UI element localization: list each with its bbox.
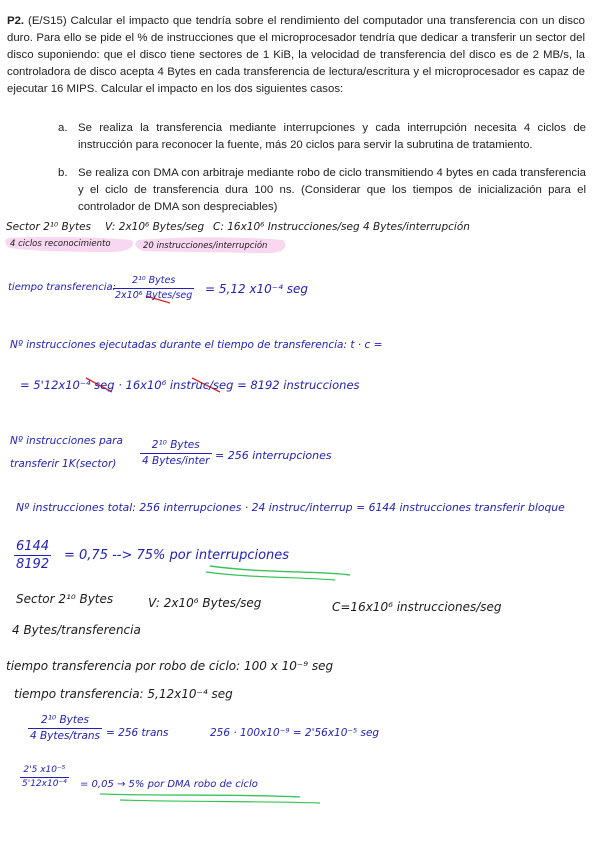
fraction-den: 4 Bytes/trans xyxy=(30,729,101,742)
note-executed: Nº instrucciones ejecutadas durante el tiempo de transferencia: t · c = xyxy=(10,339,383,351)
fraction-num: 2¹⁰ Bytes xyxy=(131,275,176,286)
fraction-den: 2x10⁶ Bytes/seg xyxy=(115,289,193,301)
note-b-sector: Sector 2¹⁰ Bytes xyxy=(16,592,114,606)
note-transfer-line1: Nº instrucciones para xyxy=(10,435,123,447)
fraction-num: 6144 xyxy=(16,539,50,554)
note-sector: Sector 2¹⁰ Bytes xyxy=(6,221,91,233)
note-b-time: tiempo transferencia: 5,12x10⁻⁴ seg xyxy=(14,687,233,701)
fraction-time xyxy=(113,276,194,300)
item-text: Se realiza con DMA con arbitraje mediante robo de ciclo transmitiendo 4 bytes en cada transferencia y el ciclo de transferencia dura 100 ns. (Considerar que los tiempos de inicialización para el controlador de DMA son despreciables) xyxy=(78,167,586,213)
fraction-b-pct xyxy=(20,766,69,789)
note-percentage-result: = 0,75 --> 75% por interrupciones xyxy=(64,548,290,563)
underline-5-1 xyxy=(100,794,300,797)
problem-body: (E/S15) Calcular el impacto que tendría sobre el rendimiento del computador una transferencia con un disco duro. Para ello se pide el % de instrucciones que el microprocesador tendría que dedicar a transferir un sector del disco suponiendo: que el disco tiene sectores de 1 KiB, la velocidad de transferencia del disco es de 2 MB/s, la controladora de disco acepta 4 Bytes en cada transferencia de lectura/escritura y el microprocesador es capaz de ejecutar 16 MIPS. Calcular el impacto en los dos siguientes casos: xyxy=(7,15,585,95)
note-capacity: C: 16x10⁶ Instrucciones/seg xyxy=(213,221,360,233)
note-transfer-line2: transferir 1K(sector) xyxy=(10,458,117,470)
note-total: Nº instrucciones total: 256 interrupciones · 24 instruc/interrup = 6144 instrucciones transferir bloque xyxy=(16,501,565,514)
note-ciclos: 4 ciclos reconocimiento xyxy=(10,239,111,249)
note-transfer-result: = 256 interrupciones xyxy=(215,449,332,462)
problem-label: P2. xyxy=(7,15,25,27)
fraction-den: 4 Bytes/inter xyxy=(142,454,210,467)
item-text: Se realiza la transferencia mediante interrupciones y cada interrupción necesita 4 ciclos de instrucción para reconocer la fuente, más 20 ciclos para servir la subrutina de tratamiento. xyxy=(78,122,586,151)
note-time-result: = 5,12 x10⁻⁴ seg xyxy=(205,282,308,296)
note-instr-interrupt: 20 instrucciones/interrupción xyxy=(143,241,268,251)
note-b-velocity: V: 2x10⁶ Bytes/seg xyxy=(148,596,262,610)
note-time-label: tiempo transferencia: xyxy=(8,282,116,293)
item-marker: b. xyxy=(58,167,68,179)
note-b-pct-result: = 0,05 → 5% por DMA robo de ciclo xyxy=(80,779,258,790)
fraction-b-trans xyxy=(28,715,102,741)
note-velocity: V: 2x10⁶ Bytes/seg xyxy=(105,221,205,233)
item-marker: a. xyxy=(58,122,68,134)
note-b-capacity: C=16x10⁶ instrucciones/seg xyxy=(332,600,502,614)
underline-5-2 xyxy=(120,800,320,803)
fraction-percentage xyxy=(14,540,51,571)
fraction-num: 2¹⁰ Bytes xyxy=(41,714,89,726)
underline-75-1 xyxy=(210,566,350,575)
note-b-bytes: 4 Bytes/transferencia xyxy=(12,623,141,637)
fraction-num: 2¹⁰ Bytes xyxy=(151,439,200,451)
note-b-robo: tiempo transferencia por robo de ciclo: 100 x 10⁻⁹ seg xyxy=(6,659,334,673)
fraction-den: 5'12x10⁻⁴ xyxy=(22,779,67,789)
note-b-trans: = 256 trans xyxy=(106,727,169,739)
note-bytes-interrupt: 4 Bytes/interrupción xyxy=(363,221,470,233)
note-b-calc: 256 · 100x10⁻⁹ = 2'56x10⁻⁵ seg xyxy=(210,727,380,739)
fraction-num: 2'5 x10⁻⁵ xyxy=(23,765,66,775)
fraction-den: 8192 xyxy=(16,557,50,572)
fraction-transfer xyxy=(140,440,212,466)
note-executed-calc: = 5'12x10⁻⁴ seg · 16x10⁶ instruc/seg = 8192 instrucciones xyxy=(20,378,360,392)
